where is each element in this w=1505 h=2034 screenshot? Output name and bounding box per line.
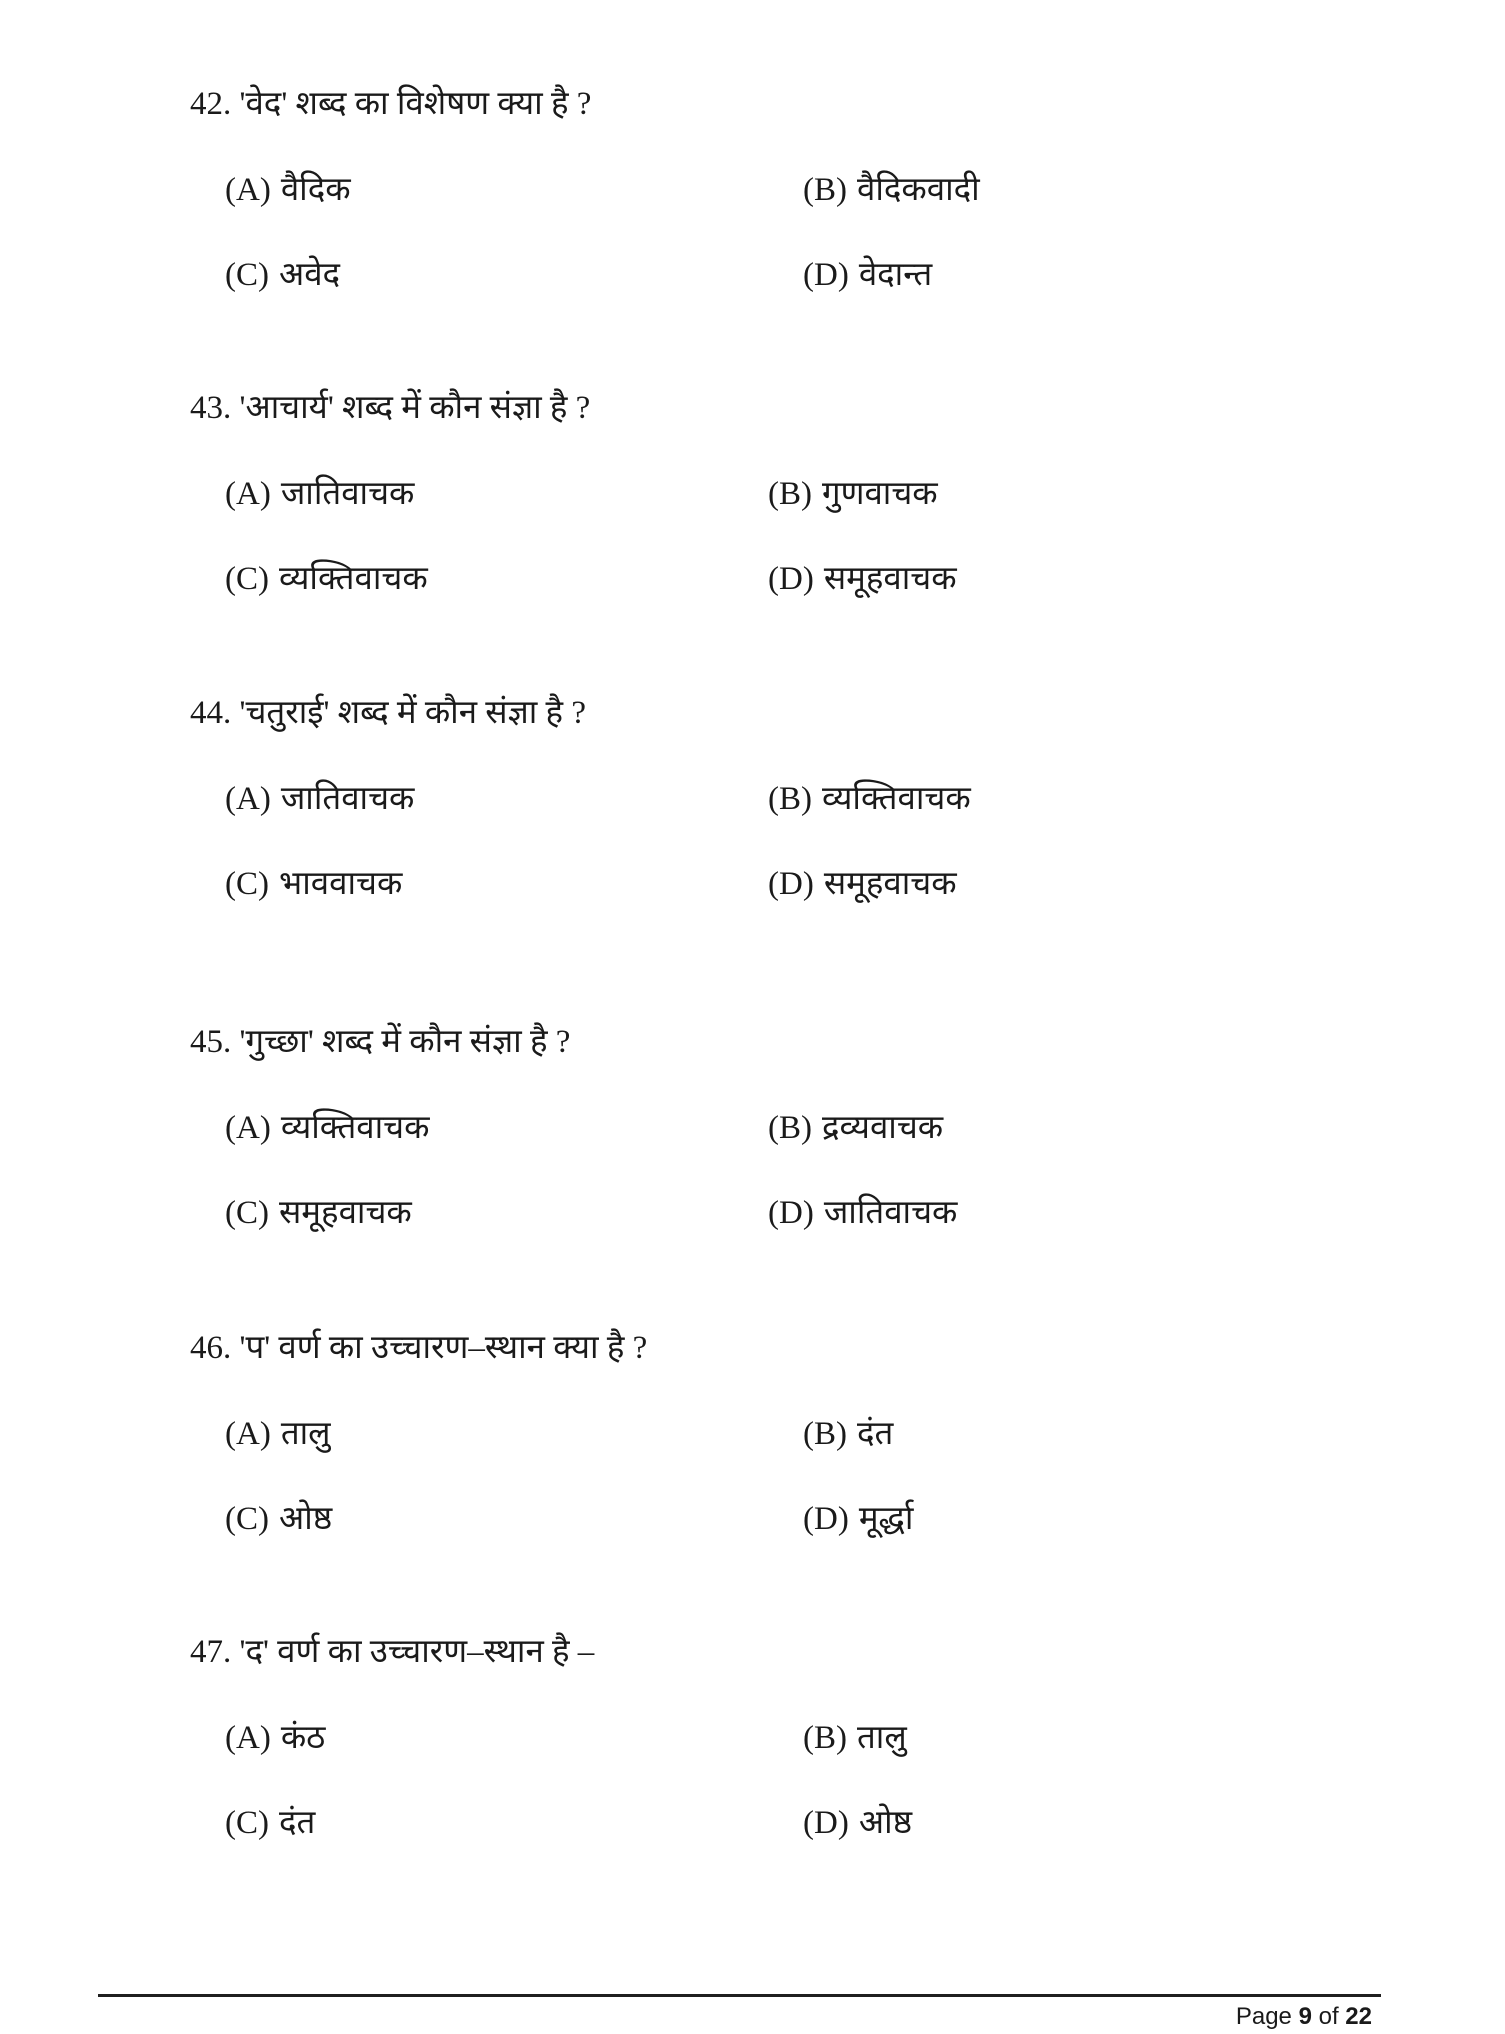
option-b	[768, 472, 938, 516]
option-text: जातिवाचक	[823, 1195, 958, 1231]
question-text: 43. 'आचार्य' शब्द में कौन संज्ञा है ?	[190, 390, 591, 426]
option-a	[225, 1412, 331, 1456]
option-text: गुणवाचक	[822, 476, 938, 512]
option-text: तालु	[280, 1416, 331, 1452]
option-b	[768, 1106, 943, 1150]
page-number	[1236, 2003, 1372, 2031]
option-text: द्रव्यवाचक	[822, 1110, 944, 1146]
page-total: 22	[1345, 2003, 1372, 2030]
option-text: व्यक्तिवाचक	[279, 561, 428, 597]
option-letter: (D)	[768, 561, 814, 597]
option-letter: (D)	[803, 257, 849, 293]
option-text: जातिवाचक	[280, 476, 415, 512]
option-d	[803, 1801, 912, 1845]
option-letter: (A)	[225, 1720, 271, 1756]
footer-divider	[98, 1994, 1381, 1997]
option-text: समूहवाचक	[279, 1195, 412, 1231]
option-text: समूहवाचक	[823, 561, 957, 597]
option-letter: (C)	[225, 1195, 269, 1231]
option-c	[225, 557, 428, 601]
option-text: जातिवाचक	[280, 781, 415, 817]
option-a	[225, 1716, 325, 1760]
option-letter: (C)	[225, 1805, 269, 1841]
option-text: वैदिक	[280, 172, 351, 208]
page-prefix: Page	[1235, 2003, 1292, 2030]
option-b	[768, 777, 971, 821]
option-letter: (B)	[803, 1720, 847, 1756]
option-text: वैदिकवादी	[857, 172, 980, 208]
option-d	[768, 557, 957, 601]
option-letter: (A)	[225, 781, 271, 817]
option-b	[803, 168, 980, 212]
option-c	[225, 253, 340, 297]
option-text: अवेद	[279, 257, 341, 293]
option-letter: (C)	[225, 866, 269, 902]
option-a	[225, 168, 351, 212]
option-text: ओष्ठ	[279, 1501, 333, 1537]
option-text: वेदान्त	[858, 257, 933, 293]
option-letter: (D)	[803, 1501, 849, 1537]
option-letter: (D)	[768, 1195, 814, 1231]
option-text: समूहवाचक	[823, 866, 957, 902]
option-c	[225, 1497, 332, 1541]
option-letter: (B)	[803, 1416, 847, 1452]
question-text: 47. 'द' वर्ण का उच्चारण–स्थान है –	[190, 1634, 595, 1670]
option-a	[225, 777, 414, 821]
page-of: of	[1318, 2003, 1339, 2030]
option-text: मूर्द्धा	[858, 1501, 914, 1537]
option-c	[225, 862, 402, 906]
question-text: 45. 'गुच्छा' शब्द में कौन संज्ञा है ?	[190, 1024, 571, 1060]
option-letter: (A)	[225, 1416, 271, 1452]
option-letter: (D)	[803, 1805, 849, 1841]
question-text: 44. 'चतुराई' शब्द में कौन संज्ञा है ?	[190, 695, 586, 731]
option-letter: (B)	[768, 1110, 812, 1146]
option-d	[803, 253, 932, 297]
option-letter: (A)	[225, 172, 271, 208]
option-text: भाववाचक	[279, 866, 403, 902]
option-c	[225, 1191, 412, 1235]
option-b	[803, 1716, 907, 1760]
option-letter: (A)	[225, 1110, 271, 1146]
option-letter: (B)	[768, 476, 812, 512]
option-text: कंठ	[280, 1720, 326, 1756]
option-letter: (A)	[225, 476, 271, 512]
option-a	[225, 472, 414, 516]
option-text: दंत	[279, 1805, 316, 1841]
option-text: दंत	[857, 1416, 894, 1452]
option-text: व्यक्तिवाचक	[822, 781, 971, 817]
option-letter: (C)	[225, 1501, 269, 1537]
question-text: 42. 'वेद' शब्द का विशेषण क्या है ?	[190, 86, 592, 122]
option-d	[768, 862, 957, 906]
option-text: तालु	[857, 1720, 907, 1756]
option-d	[768, 1191, 957, 1235]
option-d	[803, 1497, 913, 1541]
option-b	[803, 1412, 893, 1456]
question-text: 46. 'प' वर्ण का उच्चारण–स्थान क्या है ?	[190, 1330, 648, 1366]
option-a	[225, 1106, 429, 1150]
option-letter: (B)	[768, 781, 812, 817]
option-letter: (B)	[803, 172, 847, 208]
option-letter: (C)	[225, 257, 269, 293]
option-c	[225, 1801, 315, 1845]
page-current: 9	[1298, 2003, 1312, 2030]
option-letter: (D)	[768, 866, 814, 902]
option-text: व्यक्तिवाचक	[280, 1110, 430, 1146]
option-letter: (C)	[225, 561, 269, 597]
option-text: ओष्ठ	[858, 1805, 913, 1841]
